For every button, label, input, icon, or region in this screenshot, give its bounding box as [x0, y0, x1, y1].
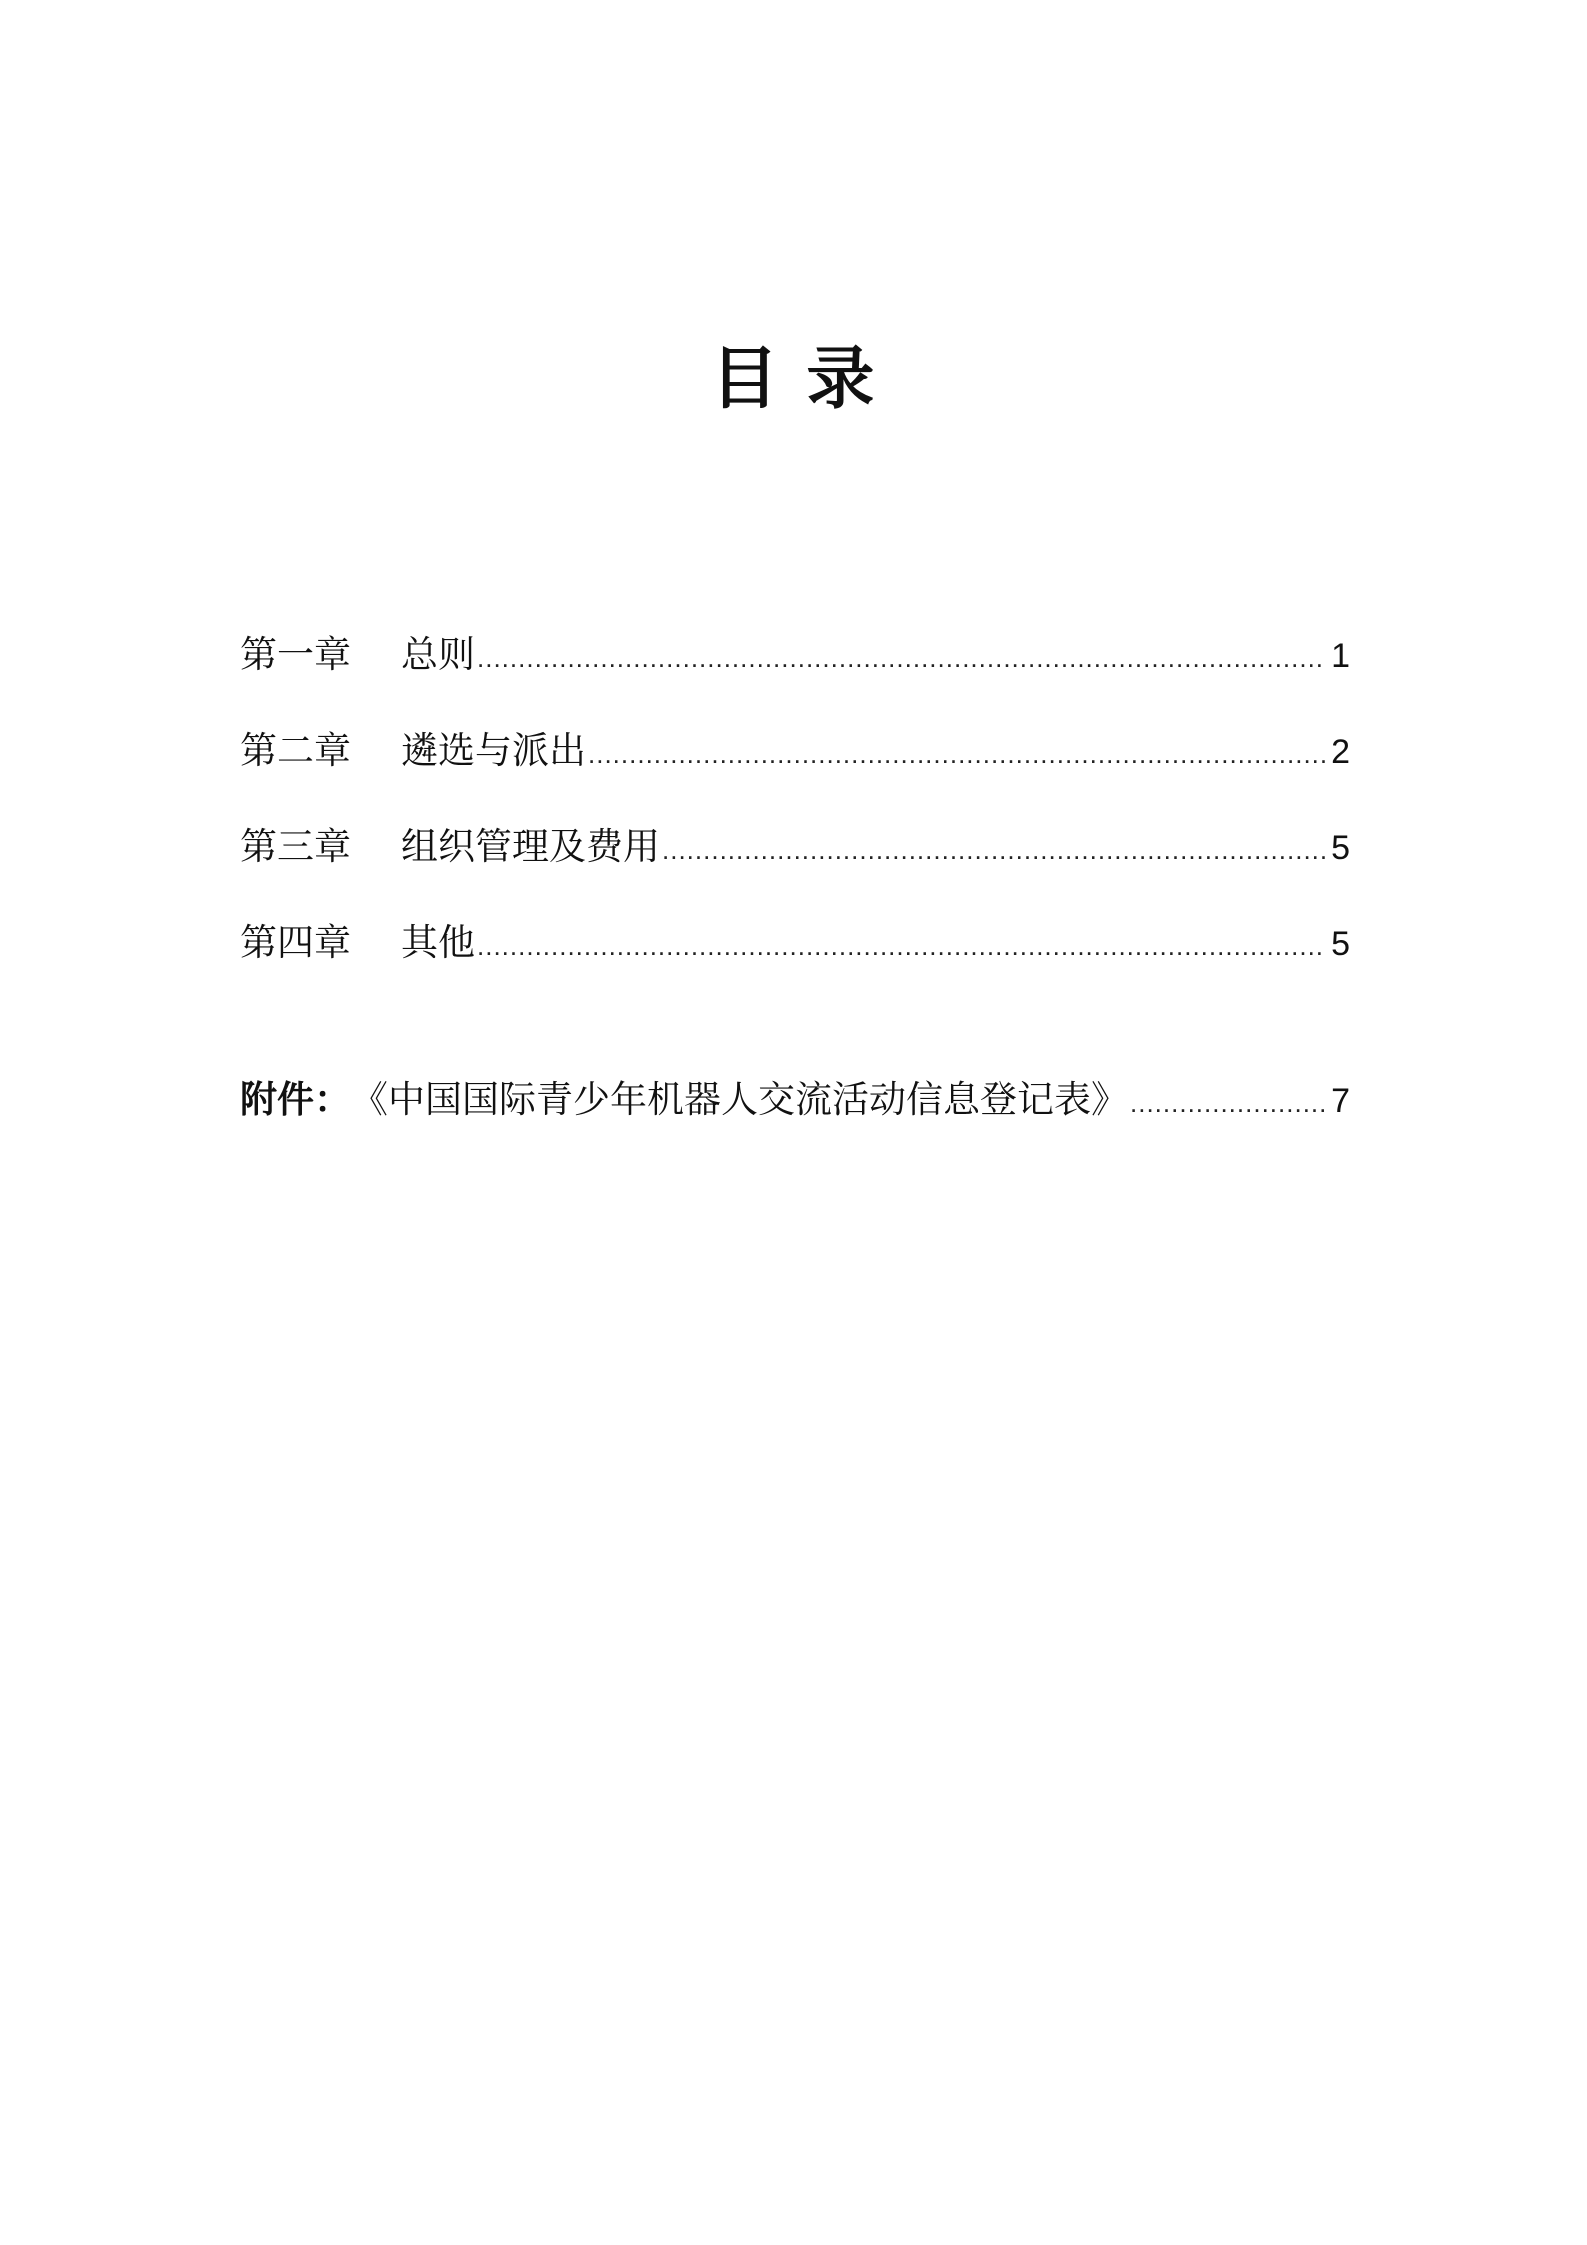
chapter-title: 组织管理及费用 — [401, 825, 660, 868]
toc-entry-chapter-3[interactable] — [240, 812, 1350, 908]
dot-leader — [662, 815, 1326, 885]
appendix-label: 附件： — [240, 1078, 351, 1121]
page-number: 5 — [1331, 925, 1350, 963]
page-number: 7 — [1331, 1082, 1350, 1120]
chapter-number: 第二章 — [240, 729, 351, 772]
chapter-title: 遴选与派出 — [401, 729, 586, 772]
page-number: 5 — [1331, 829, 1350, 867]
toc-entry-appendix[interactable] — [240, 1065, 1350, 1138]
chapter-number: 第四章 — [240, 921, 351, 964]
chapter-number: 第一章 — [240, 633, 351, 676]
chapter-number: 第三章 — [240, 825, 351, 868]
chapter-title: 总则 — [401, 633, 475, 676]
appendix-title: 《中国国际青少年机器人交流活动信息登记表》 — [351, 1078, 1128, 1121]
toc-entry-chapter-1[interactable] — [240, 620, 1350, 716]
toc-entry-chapter-4[interactable] — [240, 908, 1350, 1004]
dot-leader — [477, 911, 1326, 981]
dot-leader — [1130, 1068, 1326, 1138]
chapter-title: 其他 — [401, 921, 475, 964]
page-number: 1 — [1331, 637, 1350, 675]
toc-title: 目 录 — [710, 340, 877, 419]
toc-list — [240, 620, 1350, 1004]
toc-entry-chapter-2[interactable] — [240, 716, 1350, 812]
dot-leader — [477, 623, 1326, 693]
dot-leader — [588, 719, 1326, 789]
page-number: 2 — [1331, 733, 1350, 771]
